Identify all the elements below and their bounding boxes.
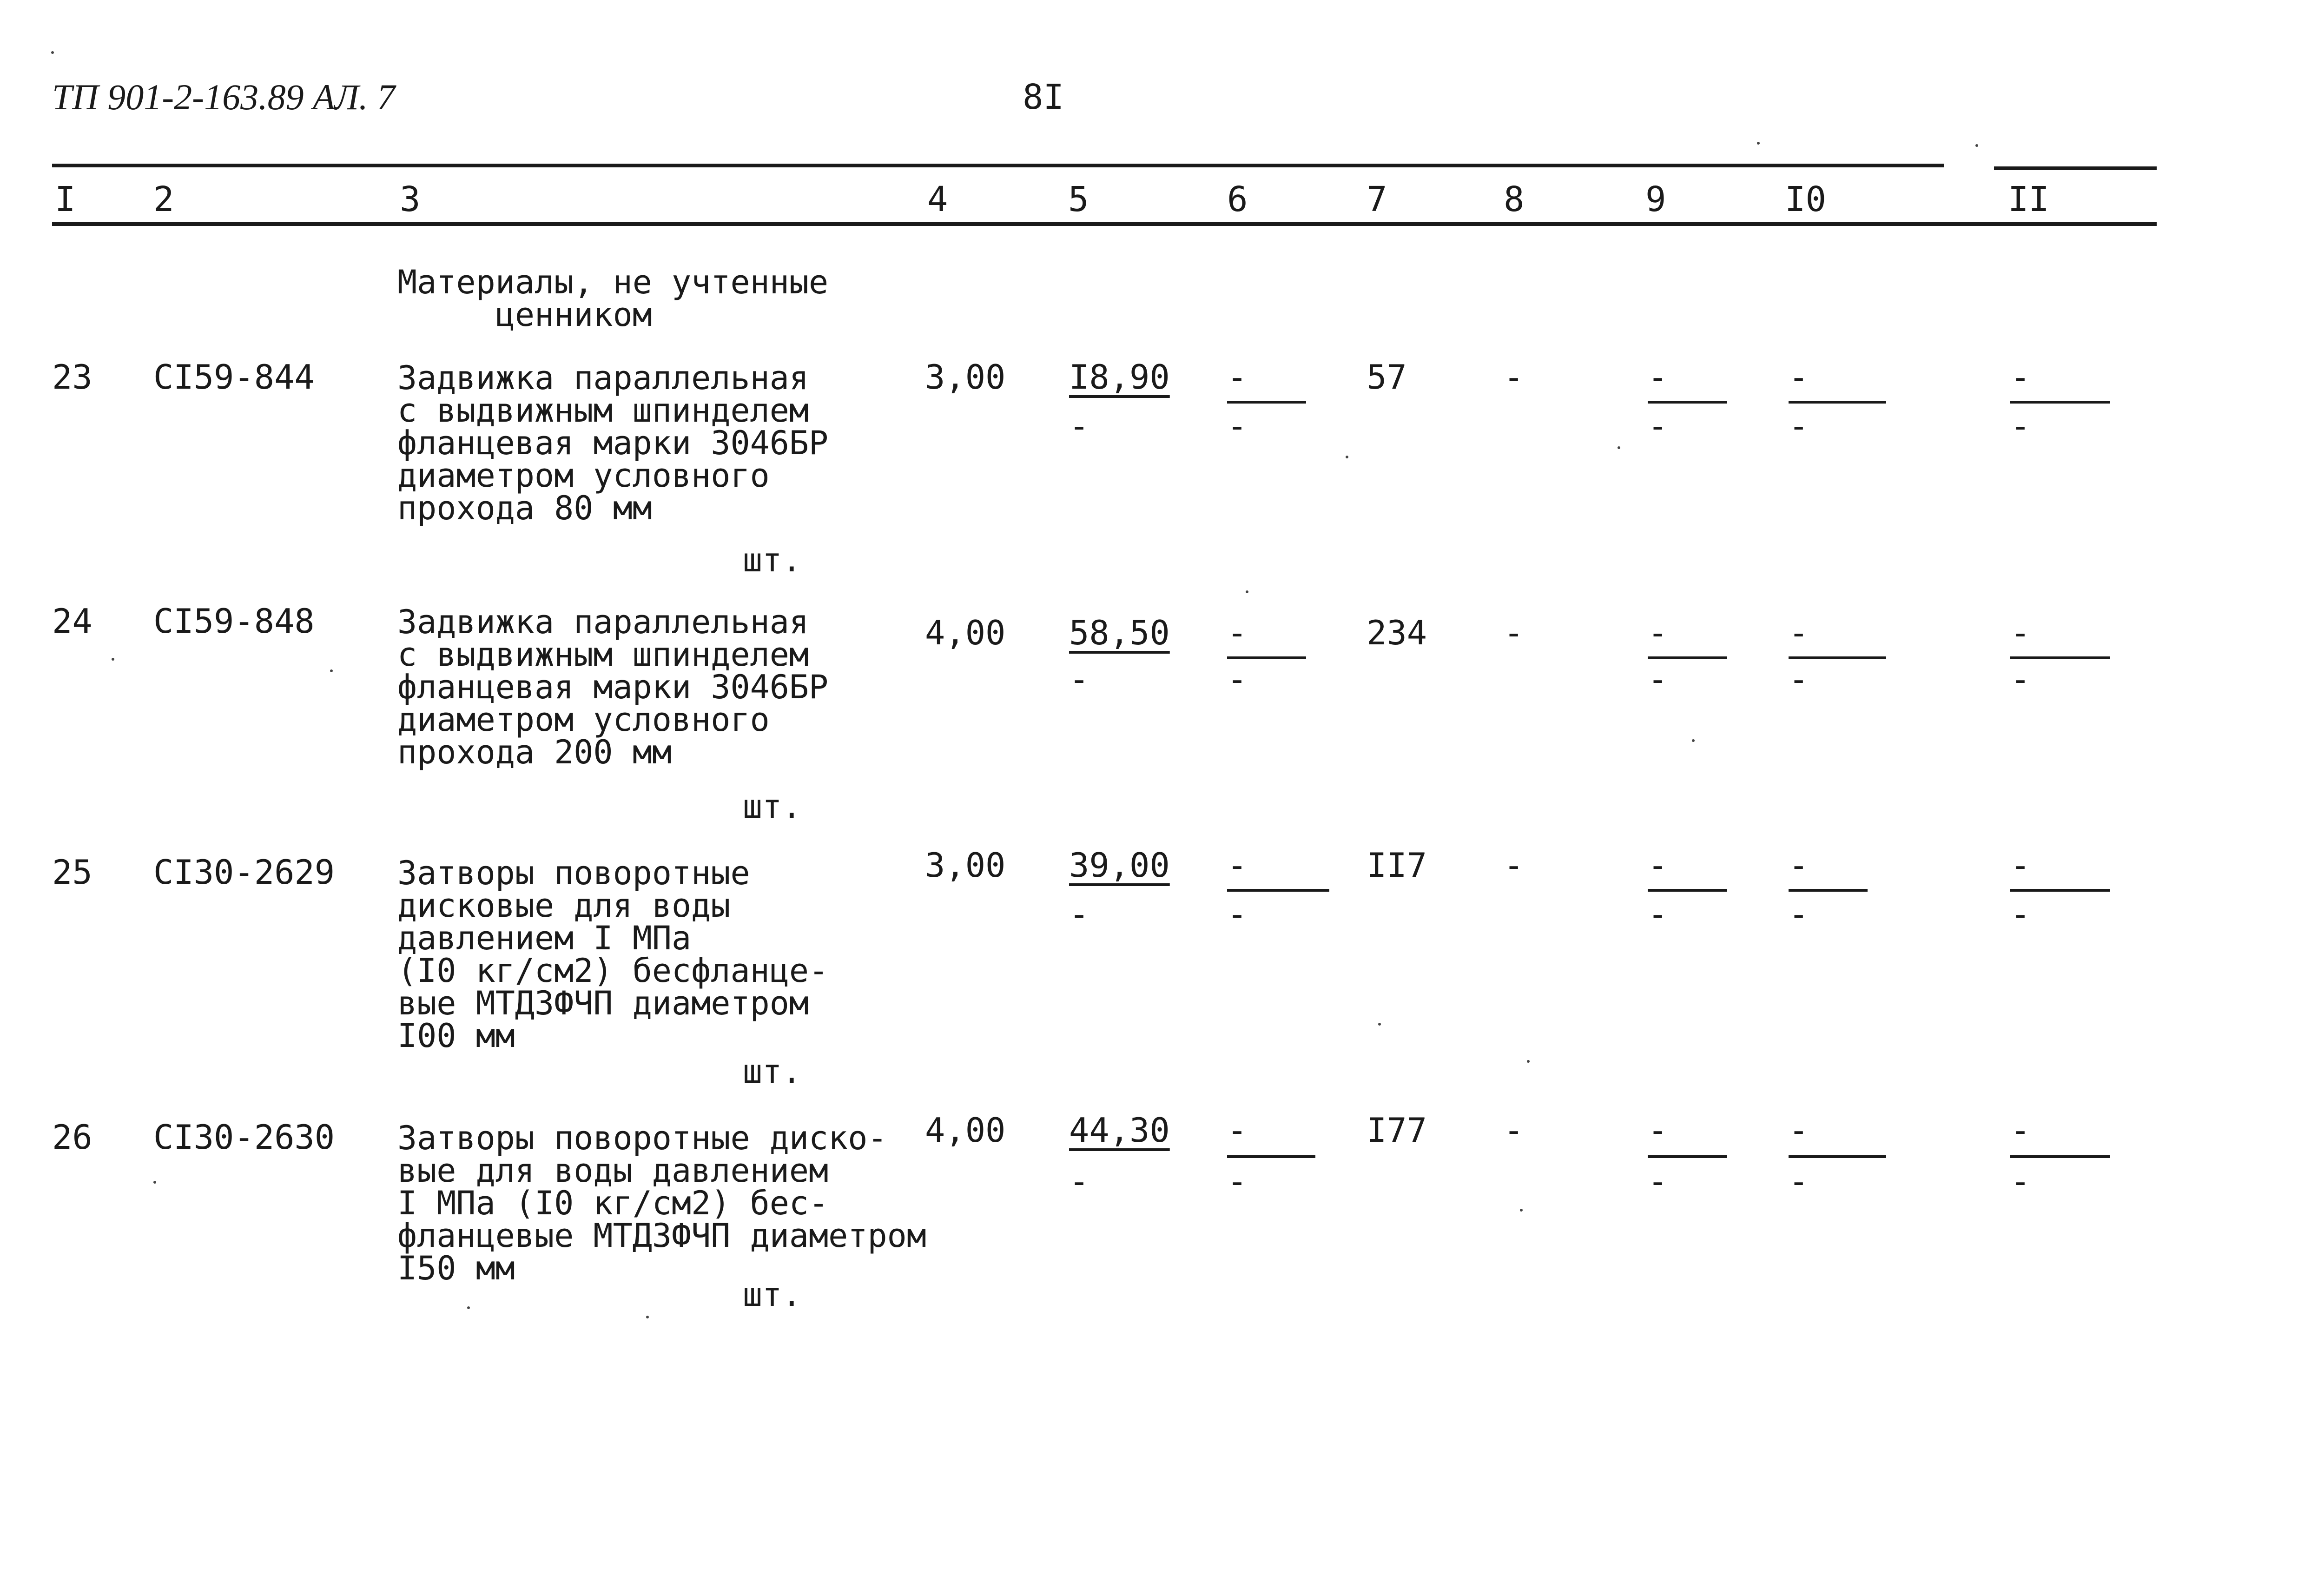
header-top-rule: [52, 164, 1944, 167]
col10-value: -: [1789, 613, 1809, 652]
column-number: 3: [400, 179, 421, 219]
fraction-line: [2010, 656, 2110, 659]
quantity: 3,00: [925, 846, 1006, 885]
scan-speck: [1757, 142, 1760, 145]
column-number: 4: [927, 179, 948, 219]
col9-sub-value: -: [1648, 894, 1668, 934]
fraction-line: [1789, 889, 1868, 892]
col11-sub-value: -: [2010, 894, 2031, 934]
fraction-line: [2010, 401, 2110, 404]
unit-price: 39,00: [1069, 846, 1170, 885]
item-description: Задвижка параллельная с выдвижным шпинделем фланцевая марки 3046БР диаметром условного прохода 200 мм: [397, 603, 829, 771]
col6-value: -: [1227, 613, 1248, 652]
price-sub-value: -: [1069, 660, 1089, 699]
scan-speck: [153, 1181, 156, 1184]
col8-value: -: [1504, 1111, 1524, 1150]
fraction-line: [1789, 1155, 1886, 1158]
col10-value: -: [1789, 358, 1809, 397]
col10-sub-value: -: [1789, 1162, 1809, 1201]
scan-speck: [1618, 446, 1620, 449]
column-number: II: [2008, 179, 2050, 219]
column-number: 8: [1504, 179, 1525, 219]
header-bottom-rule: [52, 222, 2157, 226]
col11-value: -: [2010, 1111, 2031, 1150]
scan-speck: [1346, 456, 1348, 458]
col8-value: -: [1504, 846, 1524, 885]
quantity: 3,00: [925, 358, 1006, 397]
column-number: 2: [153, 179, 174, 219]
column-number: 9: [1645, 179, 1666, 219]
col11-value: -: [2010, 358, 2031, 397]
fraction-line: [2010, 1155, 2110, 1158]
quantity: 4,00: [925, 1111, 1006, 1150]
col9-sub-value: -: [1648, 660, 1668, 699]
scan-speck: [112, 658, 114, 661]
col9-value: -: [1648, 613, 1668, 652]
col10-value: -: [1789, 846, 1809, 885]
page-number: 8I: [1023, 77, 1064, 117]
unit-price: I8,90: [1069, 358, 1170, 397]
scan-speck: [1520, 1209, 1523, 1212]
scan-speck: [646, 1316, 649, 1318]
col11-sub-value: -: [2010, 406, 2031, 445]
resource-code: CI59-844: [153, 358, 315, 397]
unit-price: 44,30: [1069, 1111, 1170, 1150]
unit-label: шт.: [743, 541, 802, 579]
quantity: 4,00: [925, 613, 1006, 652]
total-cost: I77: [1367, 1111, 1427, 1150]
col9-value: -: [1648, 358, 1668, 397]
resource-code: CI59-848: [153, 602, 315, 641]
column-number: 7: [1367, 179, 1387, 219]
unit-label: шт.: [743, 1276, 802, 1314]
col10-sub-value: -: [1789, 894, 1809, 934]
resource-code: CI30-2629: [153, 853, 335, 892]
col8-value: -: [1504, 358, 1524, 397]
col9-sub-value: -: [1648, 1162, 1668, 1201]
scan-speck: [1246, 590, 1248, 593]
header-top-rule-right: [1994, 166, 2157, 170]
item-description: Задвижка параллельная с выдвижным шпинделем фланцевая марки 3046БР диаметром условного прохода 80 мм: [397, 359, 829, 527]
scan-speck: [51, 51, 54, 54]
scan-speck: [1975, 144, 1978, 147]
col6-value: -: [1227, 846, 1248, 885]
fraction-line: [1227, 889, 1329, 892]
column-number: 6: [1227, 179, 1248, 219]
fraction-line: [1648, 401, 1727, 404]
column-number: I0: [1785, 179, 1827, 219]
col10-value: -: [1789, 1111, 1809, 1150]
col6-sub-value: -: [1227, 660, 1248, 699]
fraction-line: [1648, 889, 1727, 892]
section-title: Материалы, не учтенные ценником: [397, 263, 829, 334]
item-description: Затворы поворотные дисковые для воды давлением I МПа (I0 кг/см2) бесфланце- вые МТДЗФЧП диаметром I00 мм: [397, 854, 829, 1055]
scan-speck: [467, 1306, 470, 1309]
row-number: 24: [52, 602, 92, 641]
unit-price: 58,50: [1069, 613, 1170, 652]
document-code: ТП 901-2-163.89 АЛ. 7: [52, 77, 396, 117]
col6-value: -: [1227, 358, 1248, 397]
row-number: 25: [52, 853, 92, 892]
col9-sub-value: -: [1648, 406, 1668, 445]
col10-sub-value: -: [1789, 406, 1809, 445]
scan-speck: [1692, 739, 1695, 742]
col11-sub-value: -: [2010, 1162, 2031, 1201]
price-sub-value: -: [1069, 1162, 1089, 1201]
column-number: I: [55, 179, 76, 219]
price-sub-value: -: [1069, 406, 1089, 445]
col10-sub-value: -: [1789, 660, 1809, 699]
total-cost: 234: [1367, 613, 1427, 652]
scan-speck: [1378, 1023, 1381, 1026]
row-number: 26: [52, 1118, 92, 1157]
col11-value: -: [2010, 613, 2031, 652]
fraction-line: [1227, 1155, 1315, 1158]
price-sub-value: -: [1069, 894, 1089, 934]
fraction-line: [1789, 656, 1886, 659]
col11-value: -: [2010, 846, 2031, 885]
col11-sub-value: -: [2010, 660, 2031, 699]
fraction-line: [1227, 656, 1306, 659]
col9-value: -: [1648, 846, 1668, 885]
column-number: 5: [1068, 179, 1089, 219]
col6-sub-value: -: [1227, 406, 1248, 445]
col6-sub-value: -: [1227, 1162, 1248, 1201]
unit-label: шт.: [743, 1053, 802, 1091]
fraction-line: [1648, 656, 1727, 659]
fraction-line: [1648, 1155, 1727, 1158]
col6-sub-value: -: [1227, 894, 1248, 934]
total-cost: 57: [1367, 358, 1407, 397]
item-description: Затворы поворотные диско- вые для воды давлением I МПа (I0 кг/см2) бес- фланцевые МТДЗФЧП диаметром I50 мм: [397, 1119, 926, 1287]
scan-speck: [330, 669, 333, 672]
col8-value: -: [1504, 613, 1524, 652]
col9-value: -: [1648, 1111, 1668, 1150]
fraction-line: [1227, 401, 1306, 404]
col6-value: -: [1227, 1111, 1248, 1150]
total-cost: II7: [1367, 846, 1427, 885]
unit-label: шт.: [743, 788, 802, 826]
resource-code: CI30-2630: [153, 1118, 335, 1157]
fraction-line: [1789, 401, 1886, 404]
scan-speck: [1527, 1060, 1530, 1063]
row-number: 23: [52, 358, 92, 397]
fraction-line: [2010, 889, 2110, 892]
